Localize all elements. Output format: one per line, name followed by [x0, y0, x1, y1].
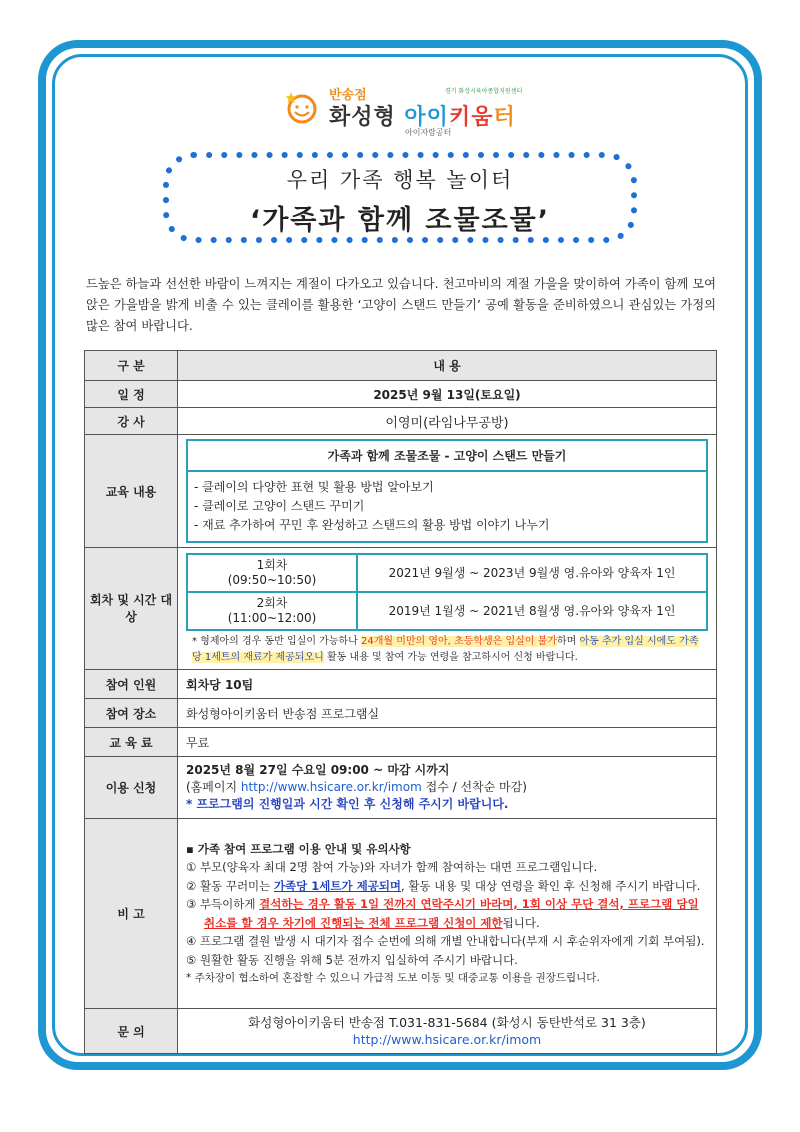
- contact-row: 문 의 화성형아이키움터 반송점 T.031-831-5684 (화성시 동탄반석로 31 3층) http://www.hsicare.or.kr/imom: [85, 1009, 717, 1054]
- logo-name: 화성형 아이키움터: [329, 105, 516, 130]
- title-box: [160, 150, 640, 245]
- table-header-row: [85, 351, 717, 381]
- table-row: 1회차 (09:50~10:50) 2021년 9월생 ~ 2023년 9월생 영.유아와 양육자 1인: [187, 554, 707, 592]
- education-title: 가족과 함께 조물조물 - 고양이 스탠드 만들기: [188, 441, 706, 472]
- remarks-row: 비 고 ▪ 가족 참여 프로그램 이용 안내 및 유의사항 ① 부모(양육자 최대 2명 참여 가능)와 자녀가 함께 참여하는 대면 프로그램입니다. ② 활동 꾸러미는 가족당 1세트가 제공되며, 활동 내용 및 대상 연령을 확인 후 신청해 주시기 바랍니다. ③ 부득이하게 결석하는 경우 활동 1일 전까지 연락주시기 바라며, 1회 이상 무단 결석, 프로그램 당일 취소를 할 경우 차기에 진행되는 전체 프로그램 신청이 제한됩니다. ④ 프로그램 결원 발생 시 대기자 접수 순번에 의해 개별 안내합니다(부재 시 후순위자에게 기회 부여됨). ⑤ 원활한 활동 진행을 위해 5분 전까지 입실하여 주시기 바랍니다. * 주차장이 협소하여 혼잡할 수 있으니 가급적 도보 이동 및 대중교통 이용을 권장드립니다.: [85, 819, 717, 1009]
- education-box: [186, 439, 708, 543]
- list-item: - 클레이로 고양이 스탠드 꾸미기: [194, 499, 365, 513]
- instructor-row: 강 사 이영미(라임나무공방): [85, 408, 717, 435]
- title-line1: 우리 가족 행복 놀이터: [286, 168, 514, 192]
- education-row: 교육 내용 가족과 함께 조물조물 - 고양이 스탠드 만들기 - 클레이의 다양한 표현 및 활용 방법 알아보기 - 클레이로 고양이 스탠드 꾸미기 - 재료 추가하여 꾸민 후 완성하고 스탠드의 활용 방법 이야기 나누기: [85, 435, 717, 548]
- title-line2: ‘가족과 함께 조물조물’: [249, 205, 551, 236]
- smiley-logo-icon: [285, 90, 319, 124]
- contact-link[interactable]: http://www.hsicare.or.kr/imom: [352, 1032, 542, 1047]
- date-row: 일 정 2025년 9월 13일(토요일): [85, 381, 717, 408]
- fee-row: 교 육 료 무료: [85, 728, 717, 757]
- info-table: [84, 350, 717, 1054]
- intro-paragraph: 드높은 하늘과 선선한 바람이 느껴지는 계절이 다가오고 있습니다. 천고마비의 계절 가을을 맞이하여 가족이 함께 모여 앉은 가을밤을 밝게 비출 수 있는 클레이를 활용한 ‘고양이 스탠드 만들기’ 공예 활동을 준비하였으니 관심있는 가정의 많은 참여 바랍니다.: [86, 277, 716, 333]
- apply-row: 이용 신청 2025년 8월 27일 수요일 09:00 ~ 마감 시까지 (홈페이지 http://www.hsicare.or.kr/imom 접수 / 선착순 마감) * 프로그램의 진행일과 시간 확인 후 신청해 주시기 바랍니다.: [85, 757, 717, 819]
- logo: [285, 80, 525, 140]
- table-row: 2회차 (11:00~12:00) 2019년 1월생 ~ 2021년 8월생 영.유아와 양육자 1인: [187, 592, 707, 630]
- education-list: [188, 472, 706, 541]
- place-row: 참여 장소 화성형아이키움터 반송점 프로그램실: [85, 699, 717, 728]
- list-item: - 클레이의 다양한 표현 및 활용 방법 알아보기: [194, 480, 434, 494]
- session-table: [186, 553, 708, 631]
- logo-branch: 반송점: [329, 88, 367, 103]
- homepage-link[interactable]: http://www.hsicare.or.kr/imom: [240, 780, 422, 794]
- logo-org: 경기 화성시육아종합지원센터: [445, 88, 523, 95]
- instructor-value: 이영미(라임나무공방): [178, 408, 717, 435]
- sessions-row: 회차 및 시간 대상 1회차 (09:50~10:50) 2021년 9월생 ~ 2023년 9월생 영.유아와 양육자 1인 2회차 (11:00~12:00) 2019년 1월생 ~ 2021년 8월생 영.유아와 양육자 1인 * 형제아의 경우 동반 입실이 가능하나 24개월 미만의 영아, 초등학생은 입실이 불가하며 아동 추가 입실 시에도 가족당 1세트의 재료가 제공되오니 활동 내용 및 참여 가능 연령을 참고하시어 신청 바랍니다.: [85, 548, 717, 670]
- date-value: 2025년 9월 13일(토요일): [178, 381, 717, 408]
- list-item: - 재료 추가하여 꾸민 후 완성하고 스탠드의 활용 방법 이야기 나누기: [194, 518, 550, 532]
- session-note: * 형제아의 경우 동반 입실이 가능하나 24개월 미만의 영아, 초등학생은 입실이 불가하며 아동 추가 입실 시에도 가족당 1세트의 재료가 제공되오니 활동 내용 및 참여 가능 연령을 참고하시어 신청 바랍니다.: [192, 635, 699, 663]
- header-content: 내 용: [178, 351, 717, 381]
- header-label: 구 분: [85, 351, 178, 381]
- participants-row: 참여 인원 회차당 10팀: [85, 670, 717, 699]
- logo-tagline: 아이자람공터: [405, 128, 452, 137]
